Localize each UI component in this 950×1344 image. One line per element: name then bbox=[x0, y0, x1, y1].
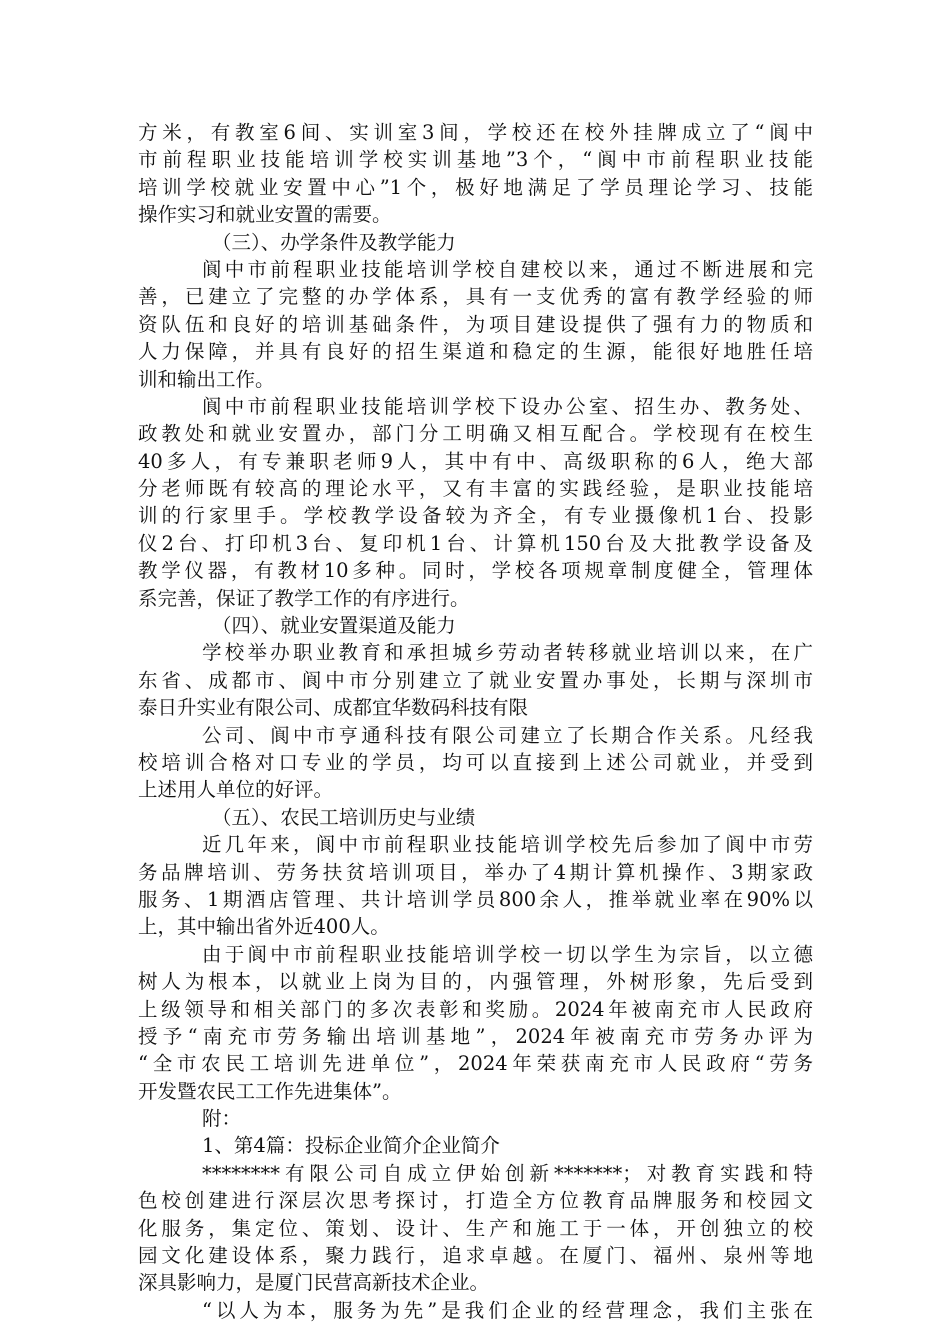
section-heading: （五）、农民工培训历史与业绩 bbox=[212, 805, 476, 829]
paragraph-first-line: “以人为本，服务为先”是我们企业的经营理念，我们主张在 bbox=[202, 1298, 813, 1322]
paragraph-line: 教学仪器，有教材10多种。同时，学校各项规章制度健全，管理体 bbox=[138, 559, 813, 583]
paragraph-last-line: 系完善，保证了教学工作的有序进行。 bbox=[138, 586, 470, 610]
paragraph-line: 服务、1期酒店管理、共计培训学员800余人，推举就业率在90%以 bbox=[138, 887, 813, 911]
paragraph-line: 善，已建立了完整的办学体系，具有一支优秀的富有教学经验的师 bbox=[138, 285, 813, 309]
paragraph-line: 化服务，集定位、策划、设计、生产和施工于一体，开创独立的校 bbox=[138, 1216, 813, 1240]
paragraph-line: 色校创建进行深层次思考探讨，打造全方位教育品牌服务和校园文 bbox=[138, 1189, 813, 1213]
paragraph-line: 校培训合格对口专业的学员，均可以直接到上述公司就业，并受到 bbox=[138, 750, 813, 774]
paragraph-line: “全市农民工培训先进单位”，2024年荣获南充市人民政府“劳务 bbox=[138, 1052, 813, 1076]
paragraph-last-line: 上述用人单位的好评。 bbox=[138, 778, 334, 802]
paragraph-last-line: 上，其中输出省外近400人。 bbox=[138, 915, 390, 939]
paragraph-line: 资队伍和良好的培训基础条件，为项目建设提供了强有力的物质和 bbox=[138, 312, 813, 336]
paragraph-line: 园文化建设体系，聚力践行，追求卓越。在厦门、福州、泉州等地 bbox=[138, 1244, 813, 1268]
paragraph-first-line: 学校举办职业教育和承担城乡劳动者转移就业培训以来，在广 bbox=[202, 641, 813, 665]
document-body bbox=[138, 119, 813, 1324]
paragraph-line: 人力保障，并具有良好的招生渠道和稳定的生源，能很好地胜任培 bbox=[138, 340, 813, 364]
paragraph-line: 40多人，有专兼职老师9人，其中有中、高级职称的6人，绝大部 bbox=[138, 449, 813, 473]
paragraph-first-line: 附： bbox=[202, 1107, 242, 1131]
paragraph-line: 上级领导和相关部门的多次表彰和奖励。2024年被南充市人民政府 bbox=[138, 997, 813, 1021]
paragraph-line: 分老师既有较高的理论水平，又有丰富的实践经验，是职业技能培 bbox=[138, 477, 813, 501]
section-heading: （四）、就业安置渠道及能力 bbox=[212, 614, 456, 638]
paragraph-line: 务品牌培训、劳务扶贫培训项目，举办了4期计算机操作、3期家政 bbox=[138, 860, 813, 884]
paragraph-line: 方米，有教室6间、实训室3间，学校还在校外挂牌成立了“阆中 bbox=[138, 121, 813, 144]
paragraph-line: 训的行家里手。学校教学设备较为齐全，有专业摄像机1台、投影 bbox=[138, 504, 813, 528]
section-heading: （三）、办学条件及教学能力 bbox=[212, 230, 456, 254]
paragraph-line: 东省、成都市、阆中市分别建立了就业安置办事处，长期与深圳市 bbox=[138, 668, 813, 692]
paragraph-line: 树人为根本，以就业上岗为目的，内强管理，外树形象，先后受到 bbox=[138, 970, 813, 994]
paragraph-last-line: 泰日升实业有限公司、成都宜华数码科技有限 bbox=[138, 696, 529, 720]
paragraph-first-line: 阆中市前程职业技能培训学校下设办公室、招生办、教务处、 bbox=[202, 394, 813, 418]
paragraph-first-line: 公司、阆中市亨通科技有限公司建立了长期合作关系。凡经我 bbox=[202, 723, 813, 747]
paragraph-last-line: 训和输出工作。 bbox=[138, 367, 275, 391]
paragraph-line: 政教处和就业安置办，部门分工明确又相互配合。学校现有在校生 bbox=[138, 422, 813, 446]
paragraph-first-line: ********有限公司自成立伊始创新*******；对教育实践和特 bbox=[202, 1161, 813, 1185]
paragraph-first-line: 1、第4篇：投标企业简介企业简介 bbox=[202, 1134, 500, 1158]
paragraph-line: 仪2台、打印机3台、复印机1台、计算机150台及大批教学设备及 bbox=[138, 531, 813, 555]
paragraph-first-line: 阆中市前程职业技能培训学校自建校以来，通过不断进展和完 bbox=[202, 257, 813, 281]
paragraph-first-line: 由于阆中市前程职业技能培训学校一切以学生为宗旨，以立德 bbox=[202, 942, 813, 966]
paragraph-last-line: 开发暨农民工工作先进集体”。 bbox=[138, 1079, 402, 1103]
paragraph-first-line: 近几年来，阆中市前程职业技能培训学校先后参加了阆中市劳 bbox=[202, 833, 813, 857]
paragraph-line: 授予“南充市劳务输出培训基地”，2024年被南充市劳务办评为 bbox=[138, 1024, 813, 1048]
paragraph-last-line: 深具影响力，是厦门民营高新技术企业。 bbox=[138, 1271, 490, 1295]
paragraph-line: 市前程职业技能培训学校实训基地”3个，“阆中市前程职业技能 bbox=[138, 148, 813, 172]
paragraph-line: 培训学校就业安置中心”1个，极好地满足了学员理论学习、技能 bbox=[138, 175, 813, 199]
paragraph-last-line: 操作实习和就业安置的需要。 bbox=[138, 203, 392, 227]
